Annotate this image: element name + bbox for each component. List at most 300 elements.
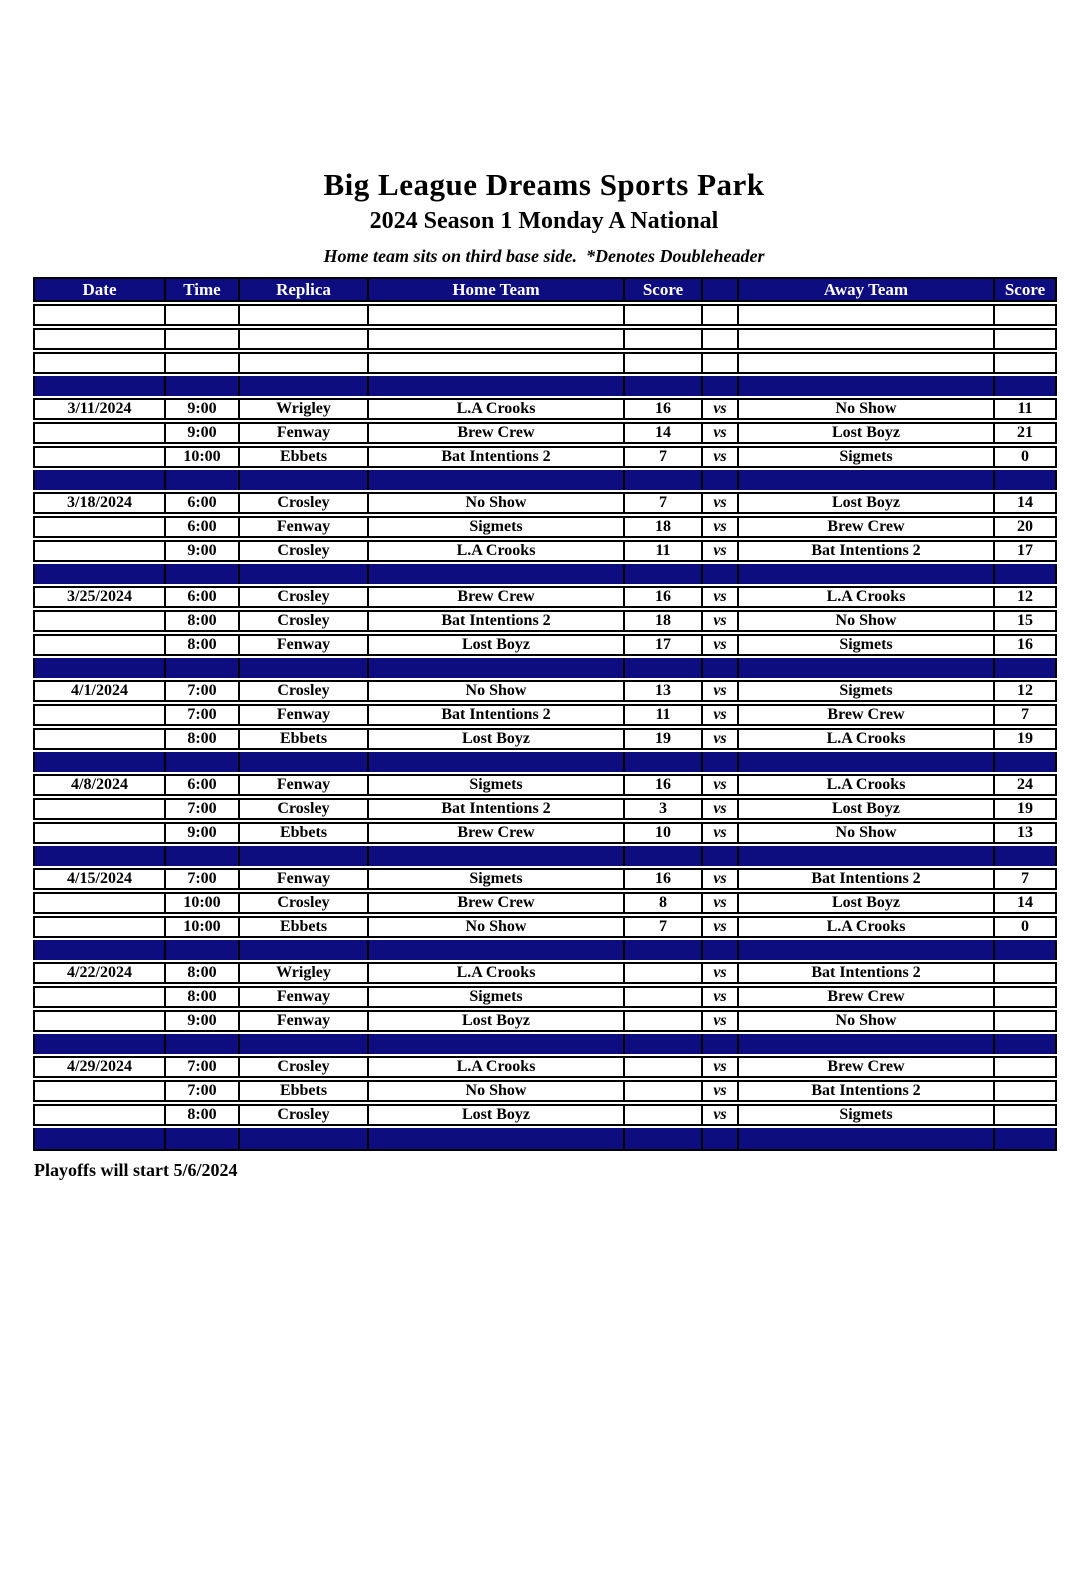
date-cell bbox=[33, 446, 164, 468]
away-team-cell: Bat Intentions 2 bbox=[737, 540, 993, 562]
time-cell bbox=[164, 352, 238, 374]
date-cell: 4/29/2024 bbox=[33, 1056, 164, 1078]
empty-row bbox=[33, 352, 1057, 374]
separator-row bbox=[33, 564, 1057, 584]
time-cell: 8:00 bbox=[164, 962, 238, 984]
time-cell bbox=[164, 328, 238, 350]
time-cell: 7:00 bbox=[164, 680, 238, 702]
away-score-cell: 11 bbox=[993, 398, 1057, 420]
away-score-cell: 0 bbox=[993, 446, 1057, 468]
away-team-cell bbox=[737, 752, 993, 772]
vs-cell bbox=[701, 1128, 737, 1151]
away-team-cell: Brew Crew bbox=[737, 704, 993, 726]
replica-cell bbox=[238, 658, 367, 678]
home-team-cell bbox=[367, 564, 623, 584]
game-row bbox=[33, 610, 1057, 632]
game-row bbox=[33, 916, 1057, 938]
home-team-cell: Bat Intentions 2 bbox=[367, 610, 623, 632]
away-score-cell bbox=[993, 1080, 1057, 1102]
home-team-cell: No Show bbox=[367, 680, 623, 702]
time-cell: 9:00 bbox=[164, 422, 238, 444]
away-score-cell bbox=[993, 564, 1057, 584]
away-team-cell bbox=[737, 470, 993, 490]
away-score-cell: 20 bbox=[993, 516, 1057, 538]
away-score-cell: 7 bbox=[993, 704, 1057, 726]
time-cell bbox=[164, 376, 238, 396]
replica-cell: Crosley bbox=[238, 586, 367, 608]
schedule-page bbox=[0, 168, 1088, 1576]
separator-row bbox=[33, 658, 1057, 678]
vs-cell: vs bbox=[701, 680, 737, 702]
away-team-cell bbox=[737, 352, 993, 374]
home-team-cell: Brew Crew bbox=[367, 422, 623, 444]
vs-cell: vs bbox=[701, 822, 737, 844]
replica-cell: Ebbets bbox=[238, 446, 367, 468]
away-team-cell: Sigmets bbox=[737, 634, 993, 656]
home-team-cell: No Show bbox=[367, 492, 623, 514]
date-cell bbox=[33, 916, 164, 938]
time-cell: 8:00 bbox=[164, 728, 238, 750]
replica-cell bbox=[238, 940, 367, 960]
away-score-cell: 13 bbox=[993, 822, 1057, 844]
time-cell bbox=[164, 752, 238, 772]
game-row bbox=[33, 868, 1057, 890]
game-row bbox=[33, 586, 1057, 608]
home-score-cell: 18 bbox=[623, 610, 701, 632]
away-score-cell bbox=[993, 1104, 1057, 1126]
replica-cell: Crosley bbox=[238, 680, 367, 702]
home-team-cell bbox=[367, 940, 623, 960]
away-team-cell: Bat Intentions 2 bbox=[737, 868, 993, 890]
game-row bbox=[33, 1104, 1057, 1126]
vs-cell bbox=[701, 376, 737, 396]
replica-cell: Crosley bbox=[238, 798, 367, 820]
home-score-cell: 11 bbox=[623, 540, 701, 562]
date-cell bbox=[33, 728, 164, 750]
home-score-cell bbox=[623, 1056, 701, 1078]
game-row bbox=[33, 680, 1057, 702]
replica-cell: Fenway bbox=[238, 868, 367, 890]
away-team-cell bbox=[737, 564, 993, 584]
away-team-cell: Brew Crew bbox=[737, 986, 993, 1008]
away-team-cell: Bat Intentions 2 bbox=[737, 962, 993, 984]
date-cell: 4/1/2024 bbox=[33, 680, 164, 702]
replica-cell bbox=[238, 1034, 367, 1054]
home-score-cell bbox=[623, 1128, 701, 1151]
away-team-cell: L.A Crooks bbox=[737, 586, 993, 608]
date-cell: 3/18/2024 bbox=[33, 492, 164, 514]
vs-cell: vs bbox=[701, 868, 737, 890]
away-score-cell bbox=[993, 986, 1057, 1008]
vs-cell: vs bbox=[701, 798, 737, 820]
away-team-cell bbox=[737, 304, 993, 326]
time-cell: 8:00 bbox=[164, 610, 238, 632]
date-cell bbox=[33, 658, 164, 678]
away-team-cell bbox=[737, 1034, 993, 1054]
time-cell: 10:00 bbox=[164, 916, 238, 938]
time-cell: 7:00 bbox=[164, 1056, 238, 1078]
away-team-cell: Bat Intentions 2 bbox=[737, 1080, 993, 1102]
away-score-cell: 15 bbox=[993, 610, 1057, 632]
col-header-away-score: Score bbox=[993, 277, 1057, 302]
vs-cell: vs bbox=[701, 1010, 737, 1032]
date-cell bbox=[33, 1080, 164, 1102]
home-score-cell bbox=[623, 352, 701, 374]
home-team-cell: Sigmets bbox=[367, 986, 623, 1008]
replica-cell: Crosley bbox=[238, 610, 367, 632]
away-team-cell: No Show bbox=[737, 822, 993, 844]
away-team-cell: L.A Crooks bbox=[737, 774, 993, 796]
time-cell bbox=[164, 1034, 238, 1054]
col-header-home-score: Score bbox=[623, 277, 701, 302]
home-team-cell: Brew Crew bbox=[367, 892, 623, 914]
date-cell bbox=[33, 516, 164, 538]
time-cell bbox=[164, 940, 238, 960]
vs-cell bbox=[701, 304, 737, 326]
schedule-table bbox=[33, 275, 1057, 1153]
away-team-cell: Lost Boyz bbox=[737, 892, 993, 914]
separator-row bbox=[33, 1034, 1057, 1054]
replica-cell: Fenway bbox=[238, 704, 367, 726]
away-team-cell bbox=[737, 376, 993, 396]
date-cell bbox=[33, 304, 164, 326]
home-score-cell bbox=[623, 304, 701, 326]
home-team-cell bbox=[367, 846, 623, 866]
home-team-cell: Bat Intentions 2 bbox=[367, 798, 623, 820]
vs-cell: vs bbox=[701, 728, 737, 750]
date-cell bbox=[33, 328, 164, 350]
replica-cell: Fenway bbox=[238, 774, 367, 796]
away-score-cell bbox=[993, 940, 1057, 960]
replica-cell: Crosley bbox=[238, 892, 367, 914]
time-cell: 7:00 bbox=[164, 1080, 238, 1102]
away-team-cell: Brew Crew bbox=[737, 1056, 993, 1078]
home-team-cell: No Show bbox=[367, 916, 623, 938]
game-row bbox=[33, 774, 1057, 796]
away-score-cell bbox=[993, 1010, 1057, 1032]
away-score-cell: 12 bbox=[993, 680, 1057, 702]
date-cell bbox=[33, 1104, 164, 1126]
home-team-cell bbox=[367, 376, 623, 396]
home-team-cell: Brew Crew bbox=[367, 822, 623, 844]
home-team-cell bbox=[367, 1034, 623, 1054]
vs-cell: vs bbox=[701, 492, 737, 514]
away-score-cell bbox=[993, 470, 1057, 490]
game-row bbox=[33, 822, 1057, 844]
time-cell: 10:00 bbox=[164, 446, 238, 468]
vs-cell bbox=[701, 564, 737, 584]
away-score-cell bbox=[993, 304, 1057, 326]
time-cell: 7:00 bbox=[164, 868, 238, 890]
time-cell bbox=[164, 846, 238, 866]
time-cell: 7:00 bbox=[164, 798, 238, 820]
game-row bbox=[33, 986, 1057, 1008]
time-cell: 9:00 bbox=[164, 1010, 238, 1032]
time-cell: 8:00 bbox=[164, 634, 238, 656]
home-score-cell: 11 bbox=[623, 704, 701, 726]
game-row bbox=[33, 446, 1057, 468]
vs-cell: vs bbox=[701, 586, 737, 608]
col-header-time: Time bbox=[164, 277, 238, 302]
game-row bbox=[33, 892, 1057, 914]
home-score-cell: 3 bbox=[623, 798, 701, 820]
date-cell bbox=[33, 798, 164, 820]
away-team-cell bbox=[737, 846, 993, 866]
time-cell: 8:00 bbox=[164, 1104, 238, 1126]
date-cell bbox=[33, 846, 164, 866]
date-cell bbox=[33, 610, 164, 632]
away-score-cell: 17 bbox=[993, 540, 1057, 562]
home-score-cell bbox=[623, 1010, 701, 1032]
home-score-cell: 13 bbox=[623, 680, 701, 702]
game-row bbox=[33, 634, 1057, 656]
date-cell bbox=[33, 634, 164, 656]
away-score-cell bbox=[993, 352, 1057, 374]
home-score-cell: 7 bbox=[623, 446, 701, 468]
col-header-vs bbox=[701, 277, 737, 302]
replica-cell: Crosley bbox=[238, 492, 367, 514]
date-cell bbox=[33, 422, 164, 444]
away-team-cell: Lost Boyz bbox=[737, 798, 993, 820]
replica-cell bbox=[238, 352, 367, 374]
replica-cell: Crosley bbox=[238, 1104, 367, 1126]
separator-row bbox=[33, 376, 1057, 396]
home-score-cell bbox=[623, 376, 701, 396]
time-cell: 8:00 bbox=[164, 986, 238, 1008]
away-team-cell: No Show bbox=[737, 610, 993, 632]
game-row bbox=[33, 516, 1057, 538]
away-score-cell: 12 bbox=[993, 586, 1057, 608]
time-cell: 6:00 bbox=[164, 586, 238, 608]
col-header-home-team: Home Team bbox=[367, 277, 623, 302]
date-cell: 3/11/2024 bbox=[33, 398, 164, 420]
vs-cell: vs bbox=[701, 1080, 737, 1102]
replica-cell: Fenway bbox=[238, 986, 367, 1008]
date-cell bbox=[33, 892, 164, 914]
home-score-cell: 16 bbox=[623, 586, 701, 608]
replica-cell bbox=[238, 376, 367, 396]
away-team-cell: No Show bbox=[737, 1010, 993, 1032]
home-score-cell bbox=[623, 986, 701, 1008]
vs-cell: vs bbox=[701, 1056, 737, 1078]
away-team-cell: Sigmets bbox=[737, 680, 993, 702]
away-score-cell bbox=[993, 658, 1057, 678]
date-cell: 4/8/2024 bbox=[33, 774, 164, 796]
home-team-cell: Sigmets bbox=[367, 868, 623, 890]
home-score-cell: 16 bbox=[623, 868, 701, 890]
away-score-cell: 7 bbox=[993, 868, 1057, 890]
home-team-cell: Bat Intentions 2 bbox=[367, 446, 623, 468]
home-score-cell bbox=[623, 1080, 701, 1102]
home-team-cell: No Show bbox=[367, 1080, 623, 1102]
away-score-cell bbox=[993, 328, 1057, 350]
replica-cell: Wrigley bbox=[238, 962, 367, 984]
date-cell bbox=[33, 352, 164, 374]
home-score-cell: 14 bbox=[623, 422, 701, 444]
away-team-cell: No Show bbox=[737, 398, 993, 420]
away-team-cell bbox=[737, 658, 993, 678]
date-cell bbox=[33, 1034, 164, 1054]
empty-row bbox=[33, 328, 1057, 350]
home-score-cell bbox=[623, 564, 701, 584]
vs-cell bbox=[701, 658, 737, 678]
separator-row bbox=[33, 752, 1057, 772]
vs-cell: vs bbox=[701, 704, 737, 726]
replica-cell: Ebbets bbox=[238, 916, 367, 938]
replica-cell: Ebbets bbox=[238, 1080, 367, 1102]
time-cell: 9:00 bbox=[164, 540, 238, 562]
vs-cell bbox=[701, 752, 737, 772]
date-cell: 4/15/2024 bbox=[33, 868, 164, 890]
game-row bbox=[33, 1056, 1057, 1078]
replica-cell: Fenway bbox=[238, 634, 367, 656]
home-score-cell: 7 bbox=[623, 916, 701, 938]
vs-cell: vs bbox=[701, 892, 737, 914]
away-score-cell: 14 bbox=[993, 492, 1057, 514]
vs-cell bbox=[701, 940, 737, 960]
header-row bbox=[33, 277, 1057, 302]
away-score-cell bbox=[993, 846, 1057, 866]
away-score-cell bbox=[993, 752, 1057, 772]
away-team-cell: Lost Boyz bbox=[737, 492, 993, 514]
separator-row bbox=[33, 1128, 1057, 1151]
col-header-away-team: Away Team bbox=[737, 277, 993, 302]
replica-cell bbox=[238, 752, 367, 772]
vs-cell: vs bbox=[701, 446, 737, 468]
home-team-cell: Sigmets bbox=[367, 774, 623, 796]
date-cell bbox=[33, 986, 164, 1008]
home-team-cell bbox=[367, 752, 623, 772]
date-cell bbox=[33, 1128, 164, 1151]
vs-cell: vs bbox=[701, 916, 737, 938]
vs-cell: vs bbox=[701, 516, 737, 538]
home-score-cell bbox=[623, 658, 701, 678]
date-cell bbox=[33, 376, 164, 396]
away-team-cell: L.A Crooks bbox=[737, 728, 993, 750]
game-row bbox=[33, 962, 1057, 984]
vs-cell: vs bbox=[701, 986, 737, 1008]
home-team-cell: Lost Boyz bbox=[367, 728, 623, 750]
home-team-note: Home team sits on third base side. *Denotes Doubleheader bbox=[323, 246, 765, 267]
replica-cell: Fenway bbox=[238, 516, 367, 538]
replica-cell: Crosley bbox=[238, 1056, 367, 1078]
away-team-cell bbox=[737, 940, 993, 960]
home-team-cell: L.A Crooks bbox=[367, 1056, 623, 1078]
vs-cell bbox=[701, 470, 737, 490]
col-header-date: Date bbox=[33, 277, 164, 302]
home-team-cell: Brew Crew bbox=[367, 586, 623, 608]
home-team-cell bbox=[367, 1128, 623, 1151]
title-block bbox=[0, 168, 1088, 267]
home-team-cell: Lost Boyz bbox=[367, 1010, 623, 1032]
page-title: Big League Dreams Sports Park bbox=[323, 167, 765, 202]
away-team-cell: Sigmets bbox=[737, 1104, 993, 1126]
home-score-cell bbox=[623, 470, 701, 490]
time-cell: 9:00 bbox=[164, 398, 238, 420]
away-team-cell: Sigmets bbox=[737, 446, 993, 468]
away-score-cell bbox=[993, 376, 1057, 396]
away-score-cell: 16 bbox=[993, 634, 1057, 656]
away-team-cell: L.A Crooks bbox=[737, 916, 993, 938]
game-row bbox=[33, 704, 1057, 726]
game-row bbox=[33, 798, 1057, 820]
date-cell bbox=[33, 540, 164, 562]
date-cell bbox=[33, 704, 164, 726]
home-score-cell: 19 bbox=[623, 728, 701, 750]
separator-row bbox=[33, 470, 1057, 490]
time-cell: 9:00 bbox=[164, 822, 238, 844]
time-cell bbox=[164, 1128, 238, 1151]
away-score-cell: 14 bbox=[993, 892, 1057, 914]
away-score-cell bbox=[993, 1128, 1057, 1151]
vs-cell: vs bbox=[701, 422, 737, 444]
home-score-cell: 8 bbox=[623, 892, 701, 914]
date-cell: 4/22/2024 bbox=[33, 962, 164, 984]
time-cell bbox=[164, 564, 238, 584]
home-team-cell bbox=[367, 304, 623, 326]
game-row bbox=[33, 398, 1057, 420]
replica-cell: Ebbets bbox=[238, 822, 367, 844]
replica-cell: Crosley bbox=[238, 540, 367, 562]
replica-cell bbox=[238, 846, 367, 866]
replica-cell: Fenway bbox=[238, 422, 367, 444]
replica-cell bbox=[238, 1128, 367, 1151]
home-score-cell: 10 bbox=[623, 822, 701, 844]
home-team-cell: L.A Crooks bbox=[367, 398, 623, 420]
home-score-cell bbox=[623, 752, 701, 772]
away-score-cell bbox=[993, 1034, 1057, 1054]
time-cell bbox=[164, 304, 238, 326]
vs-cell: vs bbox=[701, 398, 737, 420]
home-score-cell bbox=[623, 1104, 701, 1126]
home-score-cell bbox=[623, 940, 701, 960]
time-cell bbox=[164, 470, 238, 490]
home-team-cell: L.A Crooks bbox=[367, 540, 623, 562]
home-score-cell bbox=[623, 1034, 701, 1054]
vs-cell bbox=[701, 352, 737, 374]
time-cell: 6:00 bbox=[164, 774, 238, 796]
away-score-cell: 19 bbox=[993, 798, 1057, 820]
home-team-cell: Lost Boyz bbox=[367, 634, 623, 656]
vs-cell: vs bbox=[701, 774, 737, 796]
date-cell bbox=[33, 470, 164, 490]
vs-cell: vs bbox=[701, 610, 737, 632]
home-team-cell bbox=[367, 352, 623, 374]
home-team-cell bbox=[367, 658, 623, 678]
home-score-cell: 17 bbox=[623, 634, 701, 656]
vs-cell: vs bbox=[701, 634, 737, 656]
game-row bbox=[33, 492, 1057, 514]
game-row bbox=[33, 1010, 1057, 1032]
date-cell bbox=[33, 1010, 164, 1032]
home-team-cell: L.A Crooks bbox=[367, 962, 623, 984]
date-cell bbox=[33, 940, 164, 960]
away-score-cell: 21 bbox=[993, 422, 1057, 444]
home-score-cell: 18 bbox=[623, 516, 701, 538]
home-team-cell: Lost Boyz bbox=[367, 1104, 623, 1126]
home-team-cell: Bat Intentions 2 bbox=[367, 704, 623, 726]
vs-cell: vs bbox=[701, 962, 737, 984]
date-cell: 3/25/2024 bbox=[33, 586, 164, 608]
home-team-cell: Sigmets bbox=[367, 516, 623, 538]
home-team-cell bbox=[367, 470, 623, 490]
home-team-cell bbox=[367, 328, 623, 350]
game-row bbox=[33, 728, 1057, 750]
replica-cell: Ebbets bbox=[238, 728, 367, 750]
time-cell: 7:00 bbox=[164, 704, 238, 726]
home-score-cell bbox=[623, 328, 701, 350]
away-team-cell bbox=[737, 1128, 993, 1151]
